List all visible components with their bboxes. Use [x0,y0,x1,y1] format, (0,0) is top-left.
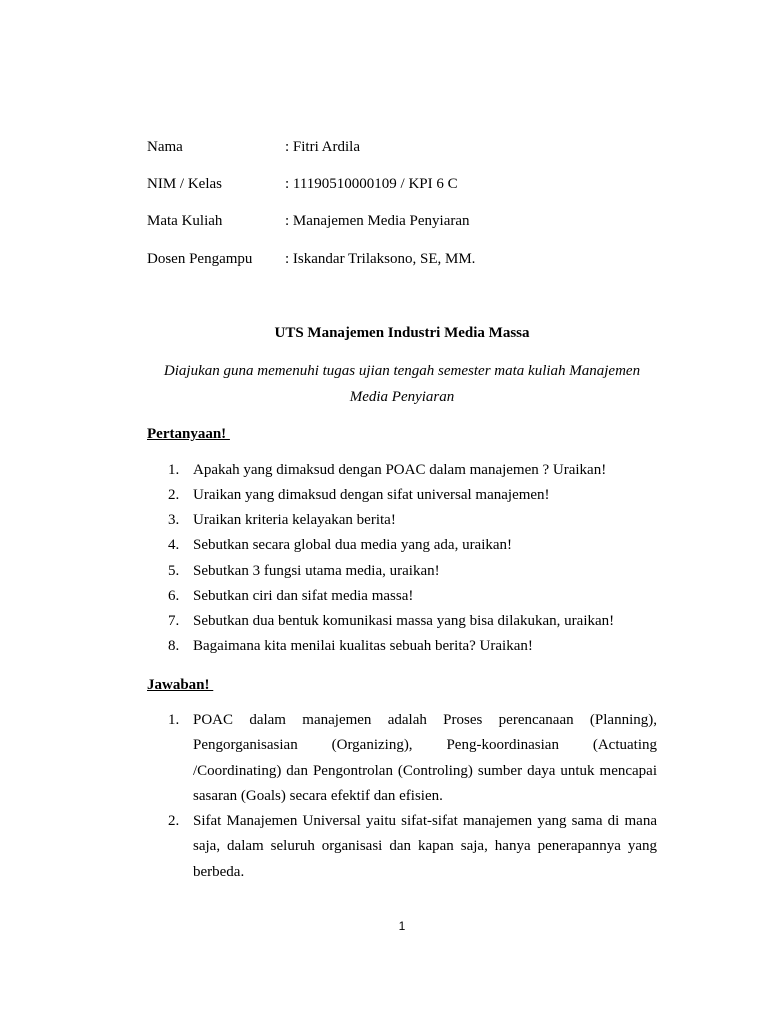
identity-value: : Fitri Ardila [285,139,360,155]
question-number: 6. [168,588,180,604]
page-number: 1 [398,919,406,933]
question-number: 4. [168,537,180,553]
question-text: Apakah yang dimaksud dengan POAC dalam manajemen ? Uraikan! [193,462,607,478]
answer-item [147,809,657,885]
question-number: 1. [168,462,180,478]
identity-value: : Iskandar Trilaksono, SE, MM. [285,251,476,267]
document-title: UTS Manajemen Industri Media Massa [274,325,530,341]
question-text: Bagaimana kita menilai kualitas sebuah berita? Uraikan! [193,638,533,654]
question-text: Sebutkan secara global dua media yang ada, uraikan! [193,537,513,553]
answer-number: 1. [168,712,180,728]
answer-item [147,708,657,809]
identity-label: Nama [147,139,183,155]
question-number: 2. [168,487,180,503]
question-text: Sebutkan ciri dan sifat media massa! [193,588,414,604]
identity-label: Mata Kuliah [147,213,223,229]
question-text: Uraikan kriteria kelayakan berita! [193,512,396,528]
question-number: 7. [168,613,180,629]
document-subtitle: Diajukan guna memenuhi tugas ujian tengah semester mata kuliah Manajemen Media Penyiaran [163,363,641,405]
answer-text: POAC dalam manajemen adalah Proses perencanaan (Planning), Pengorganisasian (Organizing), Peng-koordinasian (Actuating /Coordinating) dan Pengontrolan (Controling) sumber daya untuk mencapai sasaran (Goals) secara efektif dan efisien. [193,712,657,804]
question-text: Uraikan yang dimaksud dengan sifat universal manajemen! [193,487,550,503]
identity-label: Dosen Pengampu [147,251,253,267]
answer-number: 2. [168,813,180,829]
identity-value: : Manajemen Media Penyiaran [285,213,470,229]
answers-heading: Jawaban! [147,677,214,693]
question-text: Sebutkan dua bentuk komunikasi massa yang bisa dilakukan, uraikan! [193,613,615,629]
question-number: 8. [168,638,180,654]
identity-value: : 11190510000109 / KPI 6 C [285,176,458,192]
question-text: Sebutkan 3 fungsi utama media, uraikan! [193,563,440,579]
answer-text: Sifat Manajemen Universal yaitu sifat-sifat manajemen yang sama di mana saja, dalam seluruh organisasi dan kapan saja, hanya penerapannya yang berbeda. [193,813,657,880]
question-number: 5. [168,563,180,579]
question-number: 3. [168,512,180,528]
questions-heading: Pertanyaan! [147,426,230,442]
identity-label: NIM / Kelas [147,176,222,192]
